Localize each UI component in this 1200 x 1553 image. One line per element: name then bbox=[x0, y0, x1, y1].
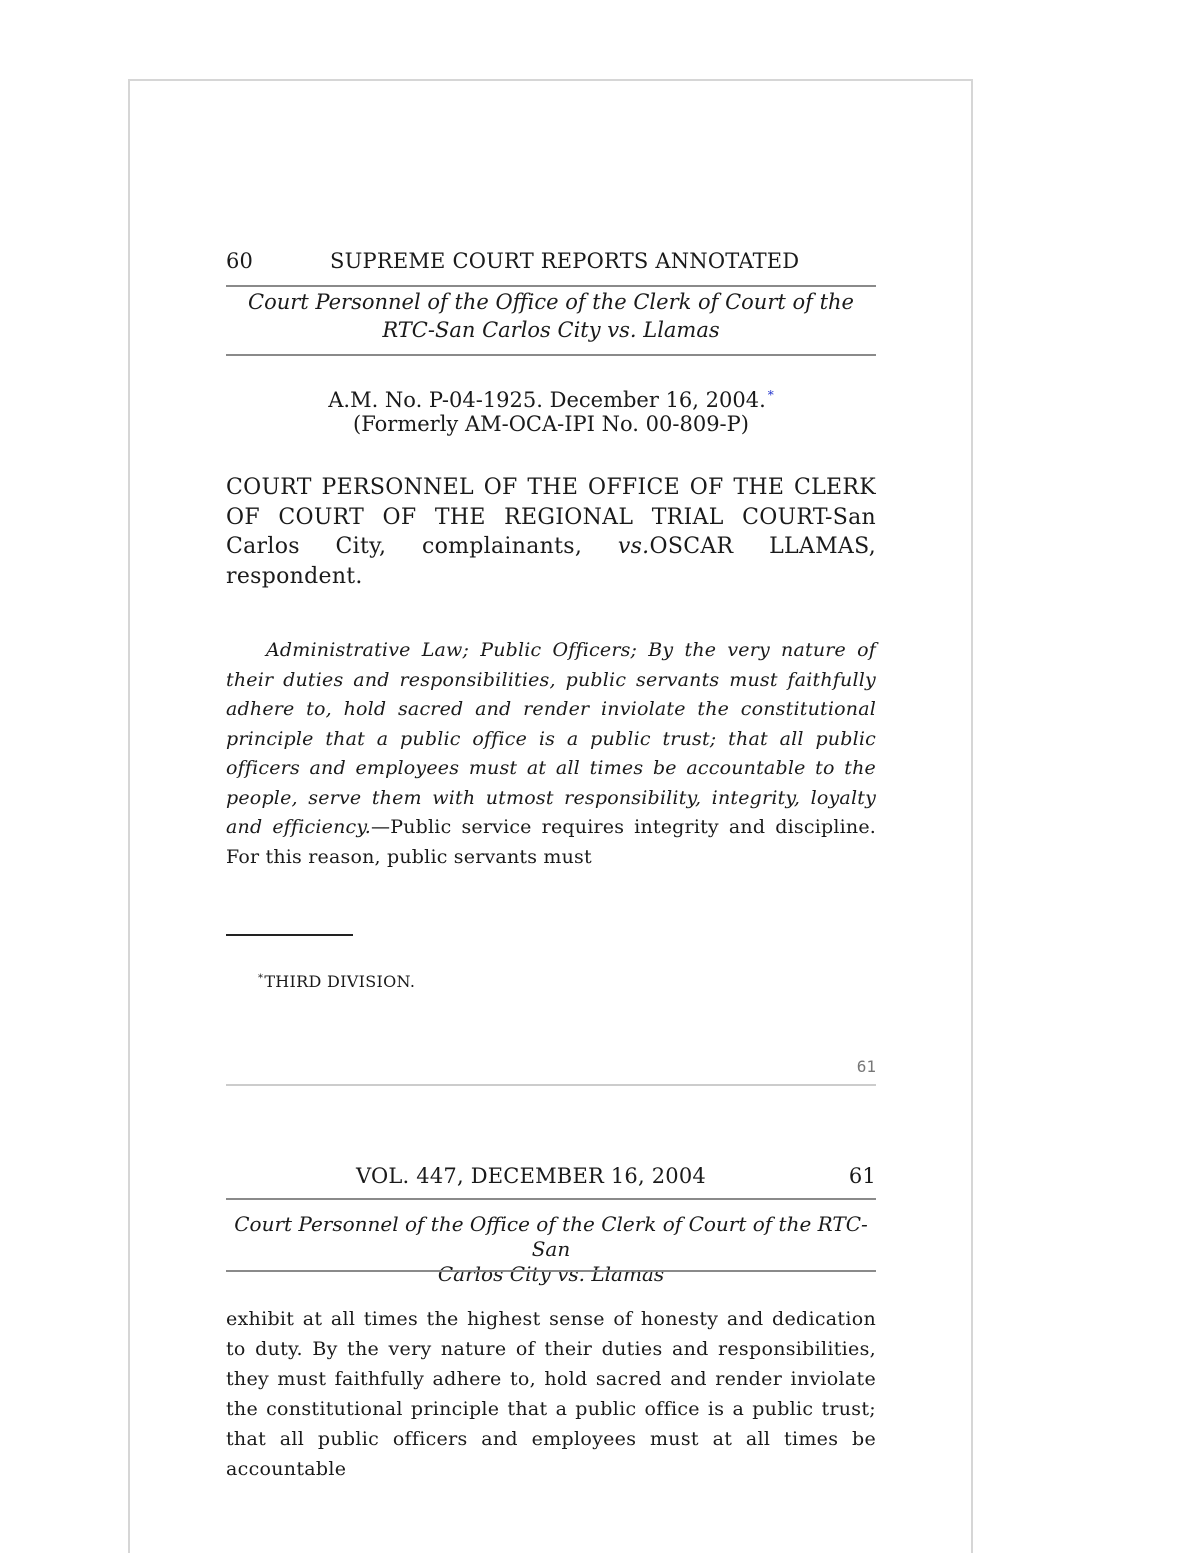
parties-respondent: OSCAR LLAMAS, respondent. bbox=[226, 534, 876, 589]
syllabus-keywords: Administrative Law; Public Officers; By the very nature of their duties and responsibilities, public servants must faithfully adhere to, hold sacred and render inviolate the constitutional principle that a public office is a public trust; that all public officers and employees must at all times be accountable to the people, serve them with utmost responsibility, integrity, loyalty and efficiency. bbox=[226, 639, 876, 838]
report-title: SUPREME COURT REPORTS ANNOTATED bbox=[330, 249, 800, 273]
running-title-2-line1: Court Personnel of the Office of the Clerk of Court of the RTC-San bbox=[234, 1212, 868, 1261]
running-title bbox=[226, 288, 876, 344]
running-title-rule-2 bbox=[226, 1270, 876, 1272]
versus: vs. bbox=[617, 534, 650, 559]
footnote-text: THIRD DIVISION. bbox=[264, 972, 416, 991]
next-page-marker: 61 bbox=[856, 1057, 876, 1076]
header-rule bbox=[226, 285, 876, 287]
syllabus-text: —Public service requires integrity and discipline. For this reason, public servants must bbox=[226, 816, 877, 868]
page-number-right: 61 bbox=[848, 1164, 876, 1188]
parties-complainants: COURT PERSONNEL OF THE OFFICE OF THE CLERK OF COURT OF THE REGIONAL TRIAL COURT-San Carlos City, complainants, bbox=[226, 475, 876, 559]
page-number-left: 60 bbox=[226, 249, 254, 273]
page-break-rule bbox=[226, 1084, 876, 1086]
case-number-text: A.M. No. P-04-1925. December 16, 2004. bbox=[328, 388, 766, 412]
footnote bbox=[258, 972, 415, 991]
running-title-rule bbox=[226, 354, 876, 356]
footnote-separator bbox=[226, 934, 353, 936]
syllabus-paragraph bbox=[226, 636, 876, 872]
formerly-case-number: (Formerly AM-OCA-IPI No. 00-809-P) bbox=[353, 412, 749, 436]
running-title-line1: Court Personnel of the Office of the Clerk of Court of the bbox=[248, 290, 854, 314]
footnote-mark: * bbox=[258, 972, 264, 984]
case-parties bbox=[226, 473, 876, 591]
body-paragraph: exhibit at all times the highest sense of honesty and dedication to duty. By the very nature of their duties and responsibilities, they must faithfully adhere to, hold sacred and render inviolate the constitutional principle that a public office is a public trust; that all public officers and employees must at all times be accountable bbox=[226, 1308, 876, 1480]
volume-date: VOL. 447, DECEMBER 16, 2004 bbox=[356, 1164, 706, 1188]
running-title-2-line2: Carlos City vs. Llamas bbox=[437, 1262, 665, 1286]
header-rule-2 bbox=[226, 1198, 876, 1200]
running-title-2 bbox=[226, 1212, 876, 1287]
footnote-reference-link[interactable]: * bbox=[767, 388, 774, 402]
running-title-line2: RTC-San Carlos City vs. Llamas bbox=[382, 318, 720, 342]
